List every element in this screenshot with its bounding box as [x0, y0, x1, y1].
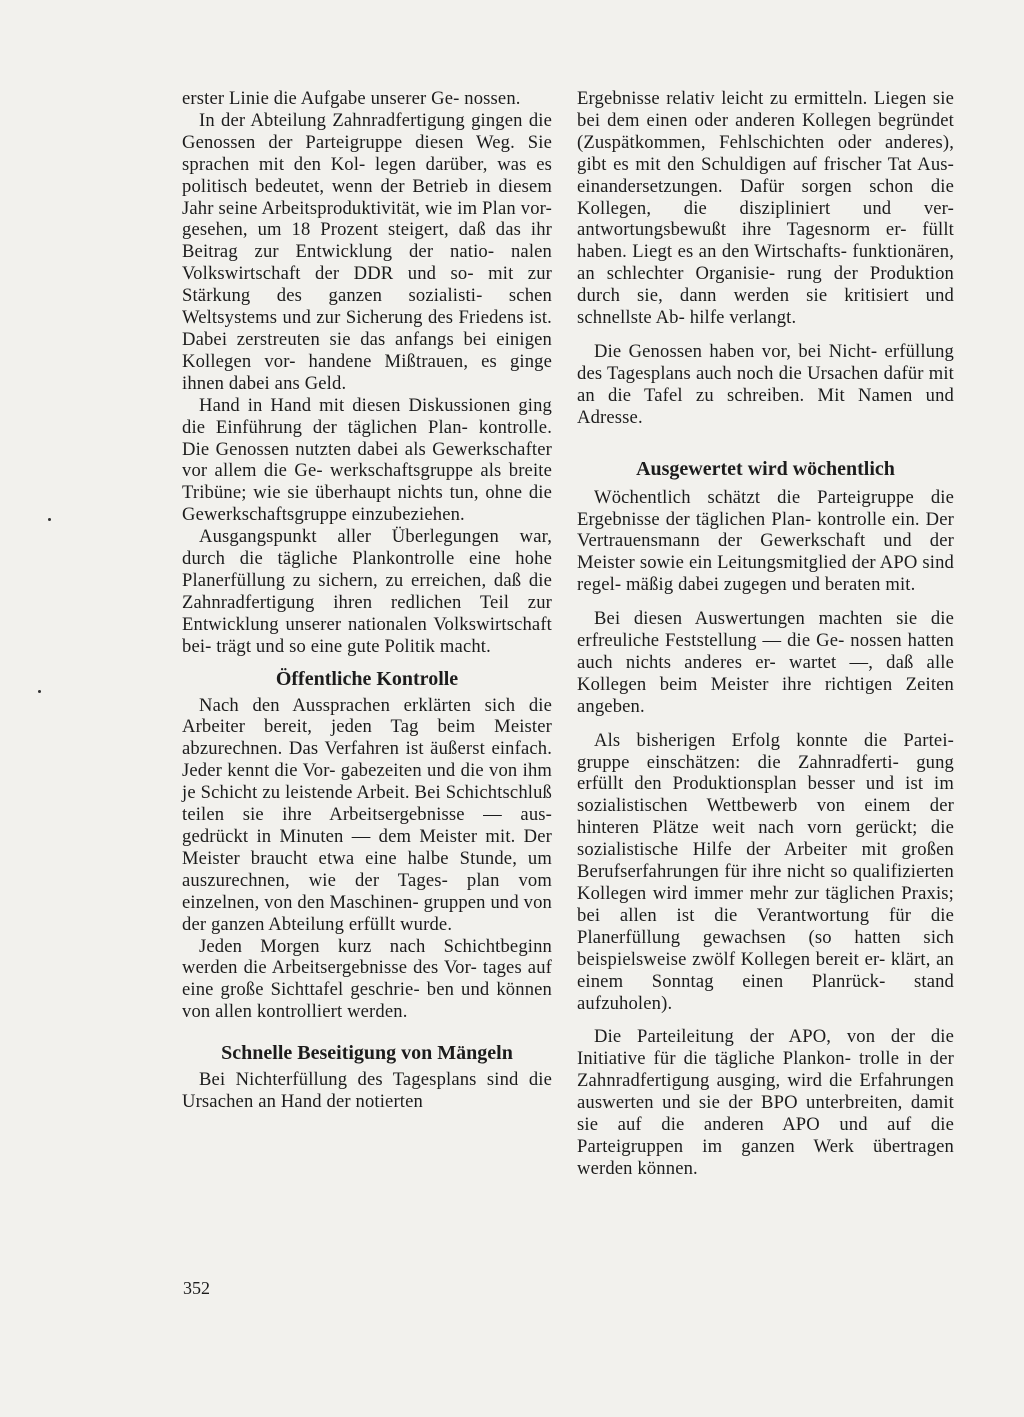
paragraph: Bei diesen Auswertungen machten sie die erfreuliche Feststellung — die Ge- nossen hatten auch nichts anderes er- wartet —, daß alle Kollegen beim Meister ihre richtigen Zeiten angeben.	[577, 608, 954, 717]
paragraph: erster Linie die Aufgabe unserer Ge- nossen.	[182, 88, 521, 109]
paragraph: Jeden Morgen kurz nach Schichtbeginn werden die Arbeitsergebnisse des Vor- tages auf eine große Sichttafel geschrie- ben und können von allen kontrolliert werden.	[182, 935, 552, 1023]
page-number: 352	[183, 1278, 210, 1298]
paragraph: In der Abteilung Zahnradfertigung gingen die Genossen der Parteigruppe diesen Weg. Sie sprachen mit den Kol- legen darüber, was es politisch bedeutet, wenn der Betrieb in diesem Jahr seine Arbeitsproduktivität, wie im Plan vor- gesehen, um 18 Prozent steigert, daß das ihr Beitrag zur Entwicklung der natio- nalen Volkswirtschaft der DDR und so- mit zur Stärkung des ganzen sozialisti- schen Weltsystems und zur Sicherung des Friedens ist. Dabei zerstreuten sie das anfangs bei einigen Kollegen vor- handene Mißtrauen, es ginge ihnen dabei ans Geld.	[182, 109, 552, 394]
scan-speck	[38, 690, 41, 693]
paragraph: Wöchentlich schätzt die Parteigruppe die Ergebnisse der täglichen Plan- kontrolle ein. Der Vertrauensmann der Gewerkschaft und der Meister sowie ein Leitungsmitglied der APO sind regel- mäßig dabei zugegen und beraten mit.	[577, 486, 954, 596]
section-heading: Öffentliche Kontrolle	[275, 667, 459, 690]
paragraph: Als bisherigen Erfolg konnte die Partei- gruppe einschätzen: die Zahnradferti- gung erfüllt den Produktionsplan besser und ist im sozialistischen Wettbewerb von einem der hinteren Plätze weit nach vorn gerückt; die sozialistische Hilfe der Arbeiter mit großen Berufserfahrungen für ihre nicht so qualifizierten Kollegen wird immer mehr zur täglichen Praxis; bei allen ist die Verantwortung für die Planerfüllung gewachsen (so hatten sich beispielsweise zwölf Kollegen bereit er- klärt, an einem Sonntag einen Planrück- stand aufzuholen).	[577, 729, 954, 1014]
section-heading: Ausgewertet wird wöchentlich	[636, 457, 895, 480]
paragraph: Ausgangspunkt aller Überlegungen war, durch die tägliche Plankontrolle eine hohe Planerfüllung zu sichern, zu erreichen, daß die Zahnradfertigung ihren redlichen Teil zur Entwicklung unserer nationalen Volkswirtschaft bei- trägt und so eine gute Politik macht.	[182, 526, 552, 657]
paragraph: Bei Nichterfüllung des Tagesplans sind die Ursachen an Hand der notierten	[182, 1069, 552, 1113]
section-heading: Schnelle Beseitigung von Mängeln	[221, 1042, 513, 1065]
paragraph: Die Parteileitung der APO, von der die Initiative für die tägliche Plankon- trolle in der Zahnradfertigung ausging, wird die Erfahrungen auswerten und sie der BPO unterbreiten, damit sie auf die anderen APO und auf die Parteigruppen im ganzen Werk übertragen werden können.	[577, 1026, 954, 1179]
paragraph: Ergebnisse relativ leicht zu ermitteln. Liegen sie bei dem einen oder anderen Kollegen begründet (Zuspätkommen, Fehlschichten oder anderes), gibt es mit den Schuldigen auf frischer Tat Aus- einandersetzungen. Dafür sorgen schon die Kollegen, die diszipliniert und ver- antwortungsbewußt ihre Tagesnorm er- füllt haben. Liegt es an den Wirtschafts- funktionären, an schlechter Organisie- rung der Produktion durch sie, dann werden sie kritisiert und schnellste Ab- hilfe verlangt.	[577, 88, 954, 329]
paragraph: Die Genossen haben vor, bei Nicht- erfüllung des Tagesplans auch noch die Ursachen dafür mit an die Tafel zu schreiben. Mit Namen und Adresse.	[577, 340, 954, 428]
left-column	[182, 88, 552, 1113]
paragraph: Hand in Hand mit diesen Diskussionen ging die Einführung der täglichen Plan- kontrolle. Die Genossen nutzten dabei als Gewerkschafter vor allem die Ge- werkschaftsgruppe als breite Tribüne; wie sie überhaupt nichts tun, ohne die Gewerkschaftsgruppe einzubeziehen.	[182, 394, 552, 526]
scan-speck	[48, 518, 51, 521]
right-column	[577, 88, 954, 1180]
paragraph: Nach den Aussprachen erklärten sich die Arbeiter bereit, jeden Tag beim Meister abzurechnen. Das Verfahren ist äußerst einfach. Jeder kennt die Vor- gabezeiten und die von ihm je Schicht zu leistende Arbeit. Bei Schichtschluß teilen sie ihre Arbeitsergebnisse — aus- gedrückt in Minuten — dem Meister mit. Der Meister braucht etwa eine halbe Stunde, um auszurechnen, wie der Tages- plan vom einzelnen, von den Maschinen- gruppen und von der ganzen Abteilung erfüllt wurde.	[182, 694, 552, 935]
